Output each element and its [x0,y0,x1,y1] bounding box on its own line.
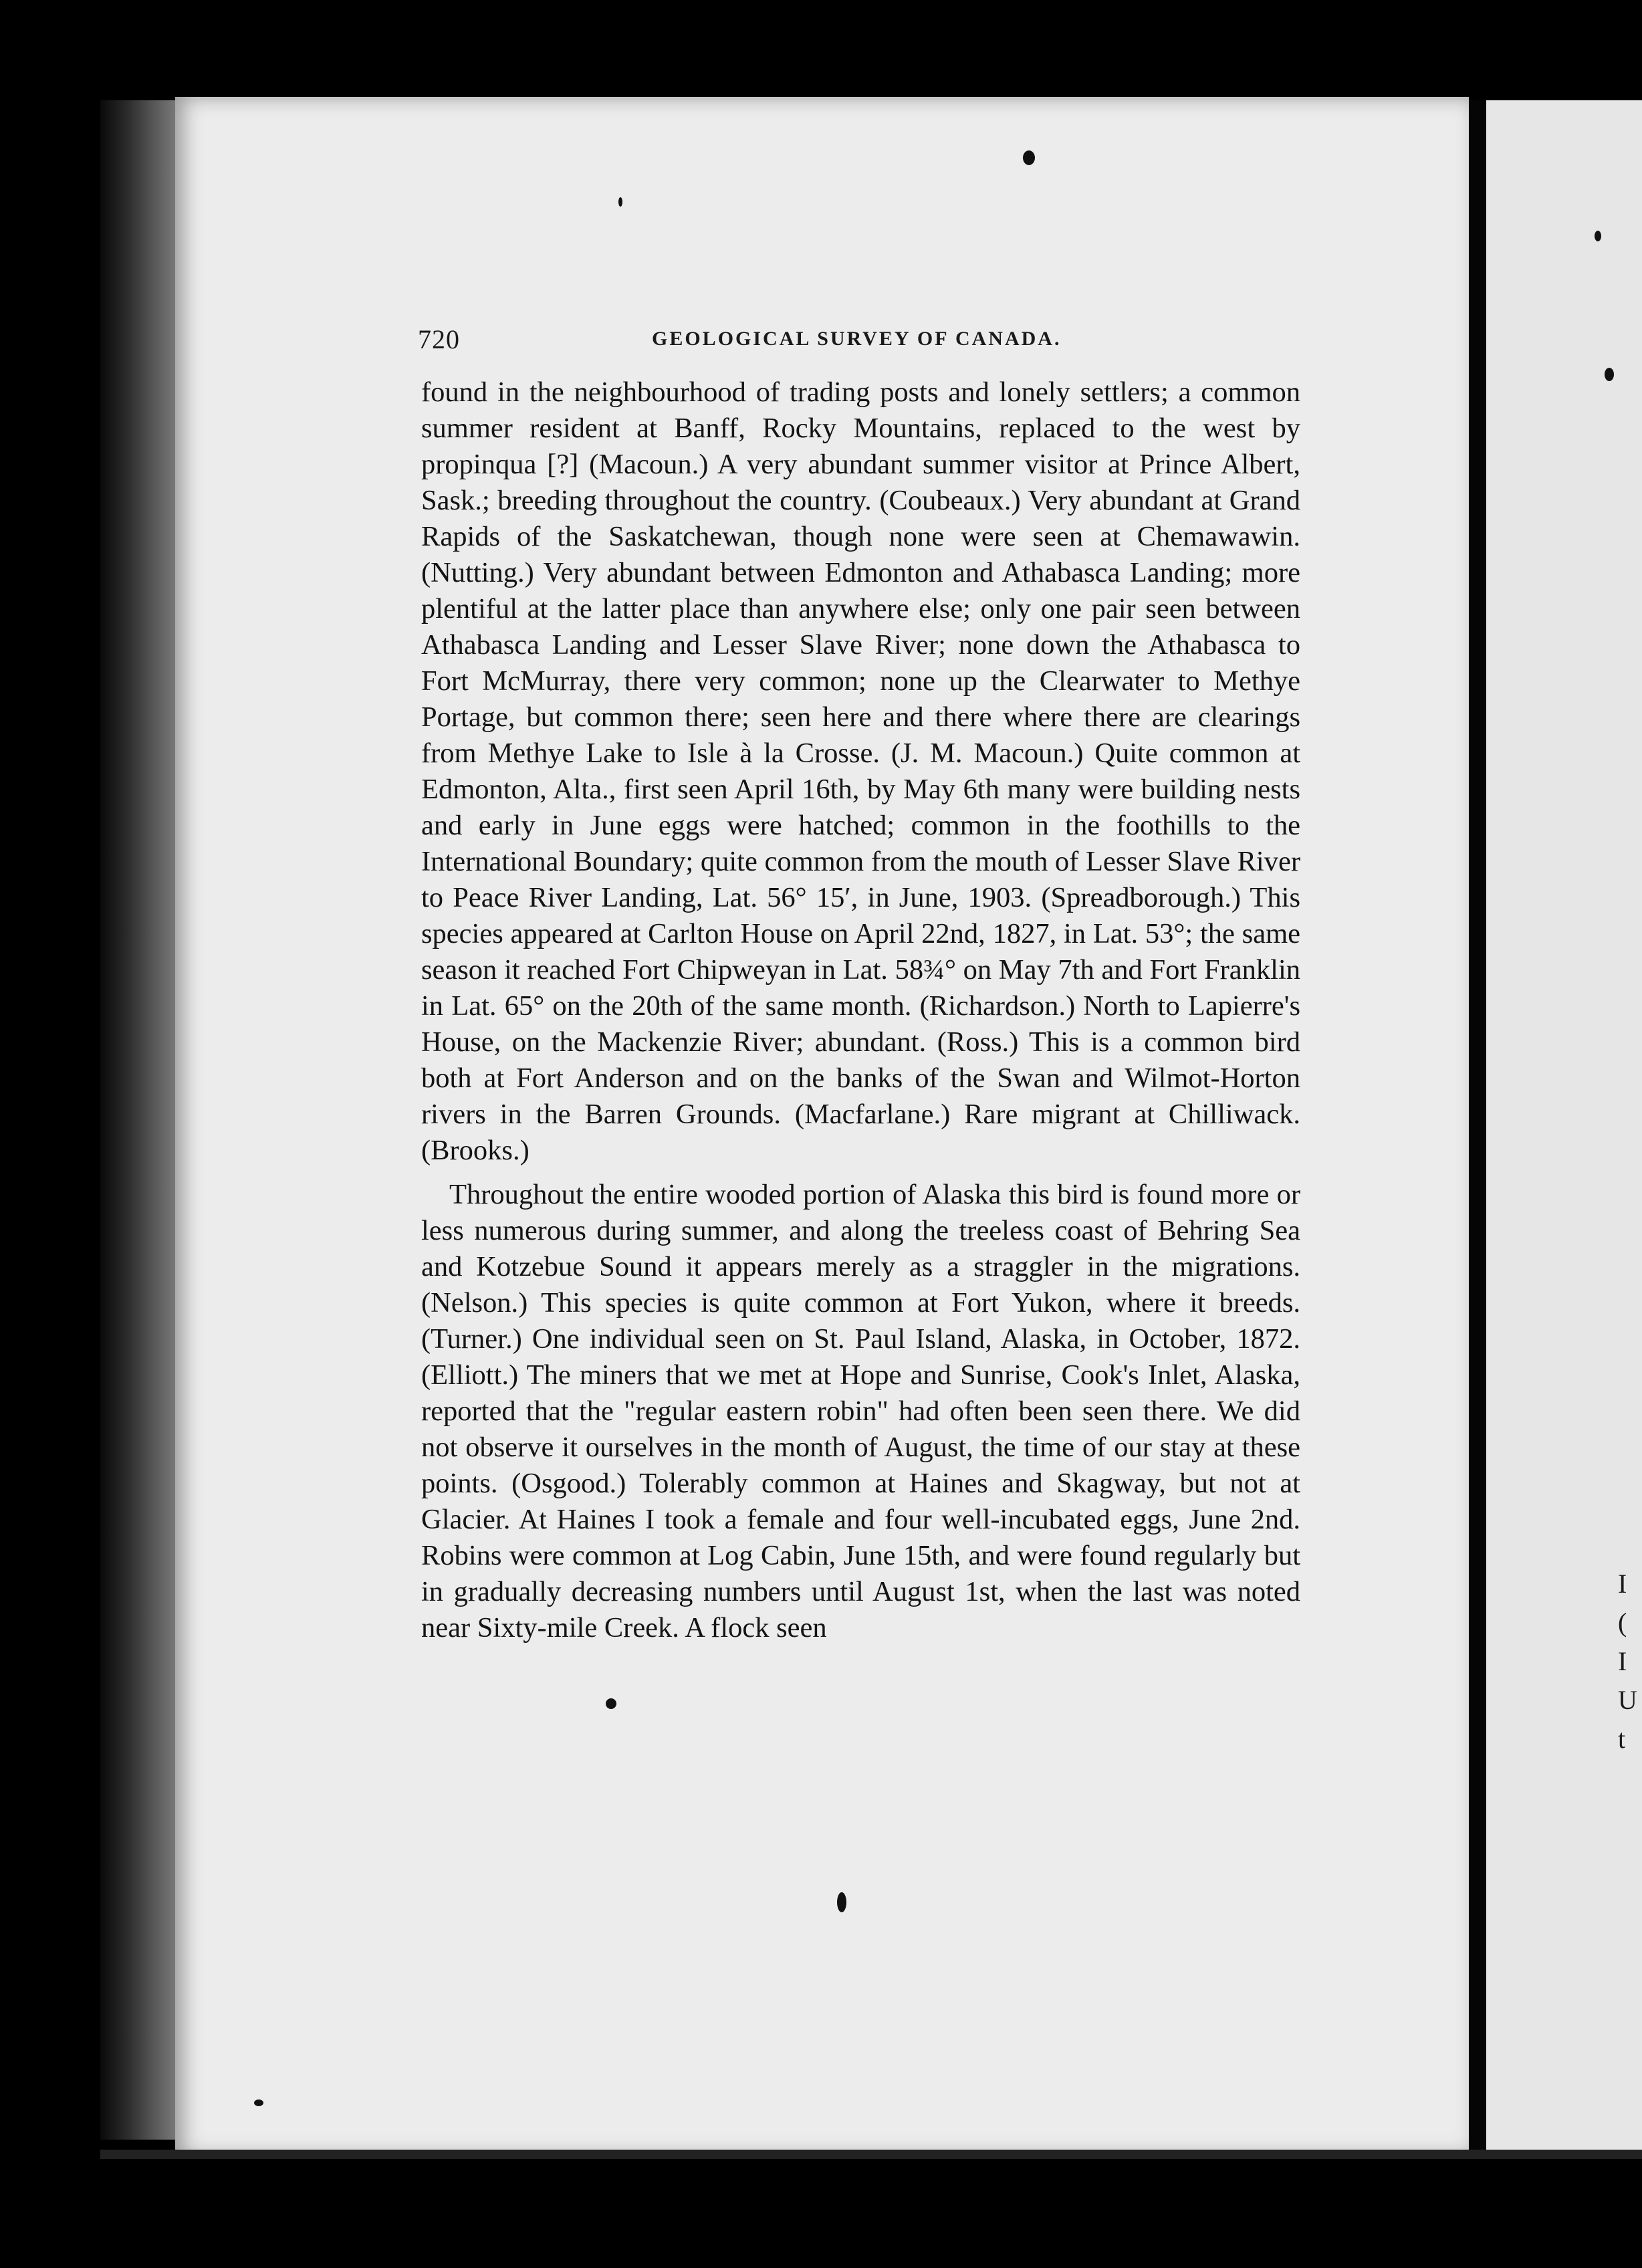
paragraph-2: Throughout the entire wooded portion of Alaska this bird is found more or less numerous during summer, and along the treeless coast of Behring Sea and Kotzebue Sound it appears merely as a straggler in the migrations. (Nelson.) This species is quite common at Fort Yukon, where it breeds. (Turner.) One individual seen on St. Paul Island, Alaska, in October, 1872. (Elliott.) The miners that we met at Hope and Sunrise, Cook's Inlet, Alaska, reported that the "regular eastern robin" had often been seen there. We did not observe it ourselves in the month of August, the time of our stay at these points. (Osgood.) Tolerably common at Haines and Skagway, but not at Glacier. At Haines I took a female and four well-incubated eggs, June 2nd. Robins were common at Log Cabin, June 15th, and were found regularly but in gradually decreasing numbers until August 1st, when the last was noted near Sixty-mile Creek. A flock seen [421,1179,1300,1643]
scan-speck [837,1892,846,1912]
book-gutter [1469,100,1486,2153]
scan-speck [618,197,622,207]
running-title: GEOLOGICAL SURVEY OF CANADA. [652,328,1062,350]
facing-fragment: U [1618,1685,1637,1715]
paragraph-1: found in the neighbourhood of trading posts and lonely settlers; a common summer resident at Banff, Rocky Mountains, replaced to the west by propinqua [?] (Macoun.) A very abundant summer visitor at Prince Albert, Sask.; breeding throughout the country. (Coubeaux.) Very abundant at Grand Rapids of the Saskatchewan, though none were seen at Chemawawin. (Nutting.) Very abundant between Edmonton and Athabasca Landing; more plentiful at the latter place than anywhere else; only one pair seen between Athabasca Landing and Lesser Slave River; none down the Athabasca to Fort McMurray, there very common; none up the Clearwater to Methye Portage, but common there; seen here and there where there are clearings from Methye Lake to Isle à la Crosse. (J. M. Macoun.) Quite common at Edmonton, Alta., first seen April 16th, by May 6th many were building nests and early in June eggs were hatched; common in the foothills to the International Boundary; quite common from the mouth of Lesser Slave River to Peace River Landing, Lat. 56° 15′, in June, 1903. (Spreadborough.) This species appeared at Carlton House on April 22nd, 1827, in Lat. 53°; the same season it reached Fort Chipweyan in Lat. 58¾° on May 7th and Fort Franklin in Lat. 65° on the 20th of the same month. (Richardson.) North to Lapierre's House, on the Mackenzie River; abundant. (Ross.) This is a common bird both at Fort Anderson and on the banks of the Swan and Wilmot-Horton rivers in the Barren Grounds. (Macfarlane.) Rare migrant at Chilliwack. (Brooks.) [421,376,1300,1166]
facing-fragment: I [1618,1569,1627,1599]
facing-fragment: I [1618,1646,1627,1676]
scan-speck [1605,368,1614,381]
scan-speck [606,1698,616,1709]
book-page-edges [100,100,187,2140]
scan-speck [254,2100,263,2106]
scan-speck [1023,150,1035,165]
facing-page-fragments [1618,1565,1637,1759]
facing-page [1486,100,1642,2153]
facing-fragment: t [1618,1724,1626,1754]
page-body [421,374,1300,1646]
page-bottom-shadow [100,2150,1642,2159]
page-number: 720 [418,324,460,354]
page-header [418,324,1300,361]
facing-fragment: ( [1618,1607,1627,1637]
scan-speck [1595,231,1601,241]
